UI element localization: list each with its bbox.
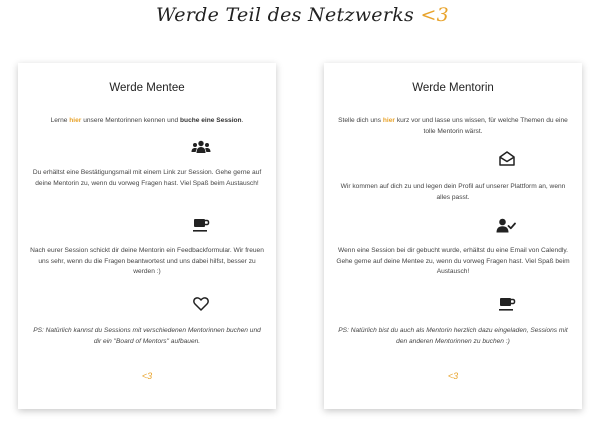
mentee-intro-pre: Lerne: [50, 117, 68, 124]
mentee-hier-link[interactable]: hier: [69, 117, 82, 124]
mentee-intro-bold: buche eine Session: [180, 117, 242, 124]
mentee-card: [18, 63, 276, 409]
mentor-card-title: Werde Mentorin: [412, 82, 494, 94]
users-icon: [191, 140, 211, 154]
mentor-step2: Wenn eine Session bei dir gebucht wurde, erhältst du eine Email von Calendly. Gehe gerne auf deine Mentee zu, wenn du vorweg Fragen hast. Viel Spaß beim Austausch!: [336, 247, 570, 275]
page-title-heart: <3: [420, 4, 450, 26]
mentee-heart-link[interactable]: <3: [141, 371, 153, 381]
coffee-icon: [499, 297, 516, 312]
envelope-open-icon: [499, 151, 515, 166]
mentor-intro-end: kurz vor und lasse uns wissen, für welche Themen du eine tolle Mentorin wärst.: [396, 117, 568, 135]
mentee-intro: [30, 116, 264, 127]
mentor-ps: PS: Natürlich bist du auch als Mentorin herzlich dazu eingeladen, Sessions mit den anderen Mentorinnen zu buchen :): [338, 327, 568, 345]
mentee-ps: PS: Natürlich kannst du Sessions mit verschiedenen Mentorinnen buchen und dir ein "Board of Mentors" aufbauen.: [33, 327, 261, 345]
mentee-intro-mid: unsere Mentorinnen kennen und: [83, 117, 179, 124]
page-title: [0, 4, 605, 26]
mentee-step1: Du erhältst eine Bestätigungsmail mit einem Link zur Session. Gehe gerne auf deine Mentorin zu, wenn du vorweg Fragen hast. Viel Spaß beim Austausch!: [32, 169, 262, 187]
mentor-hier-link[interactable]: hier: [382, 117, 395, 124]
mentor-intro: [336, 116, 570, 137]
page-title-text: Werde Teil des Netzwerks: [155, 4, 415, 26]
mentor-step1: Wir kommen auf dich zu und legen dein Profil auf unserer Plattform an, wenn alles passt.: [340, 183, 566, 201]
mentor-intro-pre: Stelle dich uns: [338, 117, 382, 124]
mentor-heart-link[interactable]: <3: [447, 371, 459, 381]
user-check-icon: [496, 218, 516, 233]
mentee-step2: Nach eurer Session schickt dir deine Mentorin ein Feedbackformular. Wir freuen uns sehr, wenn du die Fragen beantwortest und uns dabei hilfst, besser zu werden :): [30, 247, 264, 275]
mentee-intro-end: .: [241, 117, 244, 124]
mentor-card: [324, 63, 582, 409]
heart-icon: [193, 297, 209, 311]
coffee-icon: [193, 218, 210, 233]
mentee-card-title: Werde Mentee: [109, 82, 185, 94]
